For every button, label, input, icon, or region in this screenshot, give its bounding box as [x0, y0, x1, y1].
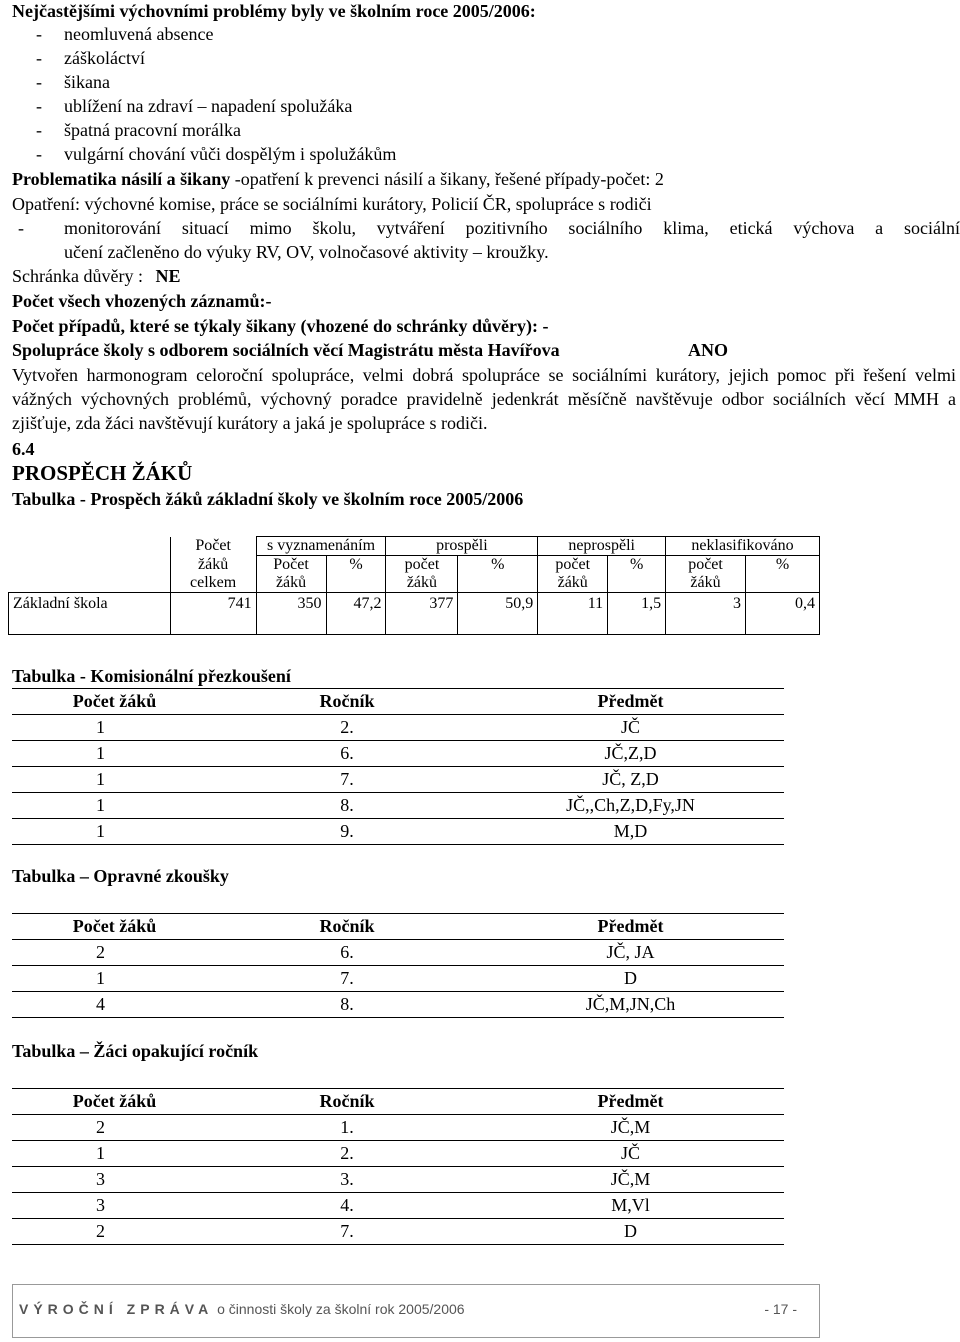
table-cell: 3.	[217, 1167, 477, 1193]
page-number: - 17 -	[764, 1301, 797, 1317]
table-cell: 1,5	[608, 593, 666, 635]
table-header-row	[12, 1089, 784, 1115]
bullying-title: Problematika násilí a šikany	[12, 169, 231, 189]
table-cell: 1	[12, 741, 217, 767]
monitoring-text-2: učení začleněno do výuky RV, OV, volnočasové aktivity – kroužky.	[64, 242, 549, 262]
table-cell: 3	[12, 1167, 217, 1193]
list-item: záškoláctví	[64, 48, 145, 68]
bullying-title-rest: -opatření k prevenci násilí a šikany, řešené případy-počet: 2	[230, 169, 664, 189]
table-cell: 47,2	[326, 593, 386, 635]
sub-count-header-2: žáků	[386, 574, 458, 593]
sub-pct-header: %	[746, 556, 820, 575]
col-count: Počet žáků	[12, 914, 217, 940]
col-subject: Předmět	[477, 914, 784, 940]
table-cell: 1	[12, 793, 217, 819]
table-cell: 377	[386, 593, 458, 635]
table-row	[12, 940, 784, 966]
table-cell: JČ	[477, 1141, 784, 1167]
table-cell: 2.	[217, 715, 477, 741]
table-cell: 7.	[217, 767, 477, 793]
results-table-title: Tabulka - Prospěch žáků základní školy ve školním roce 2005/2006	[12, 489, 524, 509]
table-cell: 1	[12, 819, 217, 845]
group-honors: s vyznamenáním	[256, 537, 386, 556]
commission-table	[12, 688, 784, 845]
bullying-cases: Počet případů, které se týkaly šikany (vhozené do schránky důvěry): -	[12, 316, 549, 336]
table-cell: 4	[12, 992, 217, 1018]
trust-box-line	[12, 265, 180, 287]
group-passed: prospěli	[386, 537, 538, 556]
col-count: Počet žáků	[12, 689, 217, 715]
total-header-3: celkem	[170, 574, 256, 593]
sub-count-header-2: žáků	[538, 574, 608, 593]
cooperation-line	[12, 339, 728, 361]
list-dash: -	[18, 218, 24, 238]
table-row	[12, 966, 784, 992]
table-cell: JČ,M	[477, 1115, 784, 1141]
table-cell: 6.	[217, 940, 477, 966]
table-header-row	[12, 914, 784, 940]
table-cell: 2	[12, 940, 217, 966]
col-grade: Ročník	[217, 1089, 477, 1115]
monitoring-text-1: monitorování situací mimo školu, vytváření pozitivního sociálního klima, etická výchova a sociální	[64, 218, 960, 238]
table-cell: JČ	[477, 715, 784, 741]
total-header-1: Počet	[170, 537, 256, 556]
footer-report-title	[19, 1301, 465, 1317]
col-subject: Předmět	[477, 1089, 784, 1115]
list-dash: -	[36, 24, 42, 44]
table-row	[12, 793, 784, 819]
table-row	[12, 1193, 784, 1219]
table-cell: 2.	[217, 1141, 477, 1167]
table-cell: 9.	[217, 819, 477, 845]
table-row	[12, 992, 784, 1018]
table-cell: 8.	[217, 992, 477, 1018]
table-header-row	[12, 689, 784, 715]
table-cell: 1	[12, 715, 217, 741]
table-cell: 741	[170, 593, 256, 635]
col-grade: Ročník	[217, 689, 477, 715]
records-count: Počet všech vhozených záznamů:-	[12, 291, 272, 311]
cooperation-label: Spolupráce školy s odborem sociálních věcí Magistrátu města Havířova	[12, 340, 560, 360]
list-item: neomluvená absence	[64, 24, 214, 44]
repeat-table	[12, 1088, 784, 1245]
table-row	[12, 1141, 784, 1167]
list-dash: -	[36, 144, 42, 164]
table-cell: M,Vl	[477, 1193, 784, 1219]
sub-count-header-2: žáků	[666, 574, 746, 593]
list-item: šikana	[64, 72, 110, 92]
schedule-text: Vytvořen harmonogram celoroční spolupráce, velmi dobrá spolupráce se sociálními kurátory, jejich pomoc při řešení velmi vážných výchovných problémů, výchovný poradce pravidelně jedenkrát měsíčně navštěvuje odbor sociálních věcí MMH a zjišťuje, zda žáci navštěvují kurátory a jaká je spolupráce s rodiči.	[12, 365, 956, 433]
bullying-line	[12, 168, 664, 190]
table-cell: JČ, JA	[477, 940, 784, 966]
table-row	[12, 819, 784, 845]
retake-table	[12, 913, 784, 1018]
section-number: 6.4	[12, 439, 35, 459]
table-row	[12, 767, 784, 793]
sub-count-header: počet	[538, 556, 608, 575]
sub-count-header-2: žáků	[256, 574, 326, 593]
list-dash: -	[36, 72, 42, 92]
table-cell: 1	[12, 767, 217, 793]
table-cell: M,D	[477, 819, 784, 845]
table-cell: JČ,M	[477, 1167, 784, 1193]
sub-count-header: Počet	[256, 556, 326, 575]
list-dash: -	[36, 96, 42, 116]
problems-heading: Nejčastějšími výchovními problémy byly ve školním roce 2005/2006:	[12, 1, 536, 21]
table-cell: 1	[12, 1141, 217, 1167]
table-cell: 2	[12, 1219, 217, 1245]
total-header-2: žáků	[170, 556, 256, 575]
cooperation-value: ANO	[688, 340, 728, 360]
row-label: Základní škola	[9, 593, 171, 635]
table-row	[12, 1219, 784, 1245]
list-item: ublížení na zdraví – napadení spolužáka	[64, 96, 353, 116]
sub-pct-header: %	[458, 556, 538, 575]
table-cell: JČ,Z,D	[477, 741, 784, 767]
table-cell: 3	[12, 1193, 217, 1219]
table-cell: 1.	[217, 1115, 477, 1141]
table-row	[9, 593, 820, 635]
measures-text: Opatření: výchovné komise, práce se sociálními kurátory, Policií ČR, spolupráce s rodiči	[12, 194, 652, 214]
col-count: Počet žáků	[12, 1089, 217, 1115]
table-cell: 3	[666, 593, 746, 635]
col-subject: Předmět	[477, 689, 784, 715]
table-row	[12, 741, 784, 767]
table-cell: D	[477, 966, 784, 992]
list-item: vulgární chování vůči dospělým i spolužákům	[64, 144, 397, 164]
repeat-title: Tabulka – Žáci opakující ročník	[12, 1041, 259, 1061]
group-failed: neprospěli	[538, 537, 666, 556]
footer-report-spaced: VÝROČNÍ ZPRÁVA	[19, 1301, 214, 1317]
retake-title: Tabulka – Opravné zkoušky	[12, 866, 229, 886]
section-title: PROSPĚCH ŽÁKŮ	[12, 461, 193, 485]
table-cell: 50,9	[458, 593, 538, 635]
table-cell: 6.	[217, 741, 477, 767]
table-cell: 7.	[217, 966, 477, 992]
table-cell: 0,4	[746, 593, 820, 635]
sub-count-header: počet	[386, 556, 458, 575]
table-cell: 8.	[217, 793, 477, 819]
table-cell: 4.	[217, 1193, 477, 1219]
table-row	[12, 1167, 784, 1193]
trust-box-label: Schránka důvěry :	[12, 266, 143, 286]
group-unclassified: neklasifikováno	[666, 537, 820, 556]
commission-title: Tabulka - Komisionální přezkoušení	[12, 666, 291, 686]
col-grade: Ročník	[217, 914, 477, 940]
list-dash: -	[36, 48, 42, 68]
table-cell: 11	[538, 593, 608, 635]
table-cell: 350	[256, 593, 326, 635]
table-cell: D	[477, 1219, 784, 1245]
table-cell: 2	[12, 1115, 217, 1141]
list-dash: -	[36, 120, 42, 140]
sub-pct-header: %	[608, 556, 666, 575]
sub-pct-header: %	[326, 556, 386, 575]
trust-box-value: NE	[155, 266, 181, 286]
table-row	[12, 1115, 784, 1141]
list-item: špatná pracovní morálka	[64, 120, 241, 140]
table-cell: 1	[12, 966, 217, 992]
page-footer	[12, 1284, 820, 1338]
table-row	[12, 715, 784, 741]
table-cell: JČ,,Ch,Z,D,Fy,JN	[477, 793, 784, 819]
footer-report-rest: o činnosti školy za školní rok 2005/2006	[213, 1301, 465, 1317]
results-table	[8, 536, 820, 635]
table-cell: JČ, Z,D	[477, 767, 784, 793]
table-cell: 7.	[217, 1219, 477, 1245]
sub-count-header: počet	[666, 556, 746, 575]
table-cell: JČ,M,JN,Ch	[477, 992, 784, 1018]
